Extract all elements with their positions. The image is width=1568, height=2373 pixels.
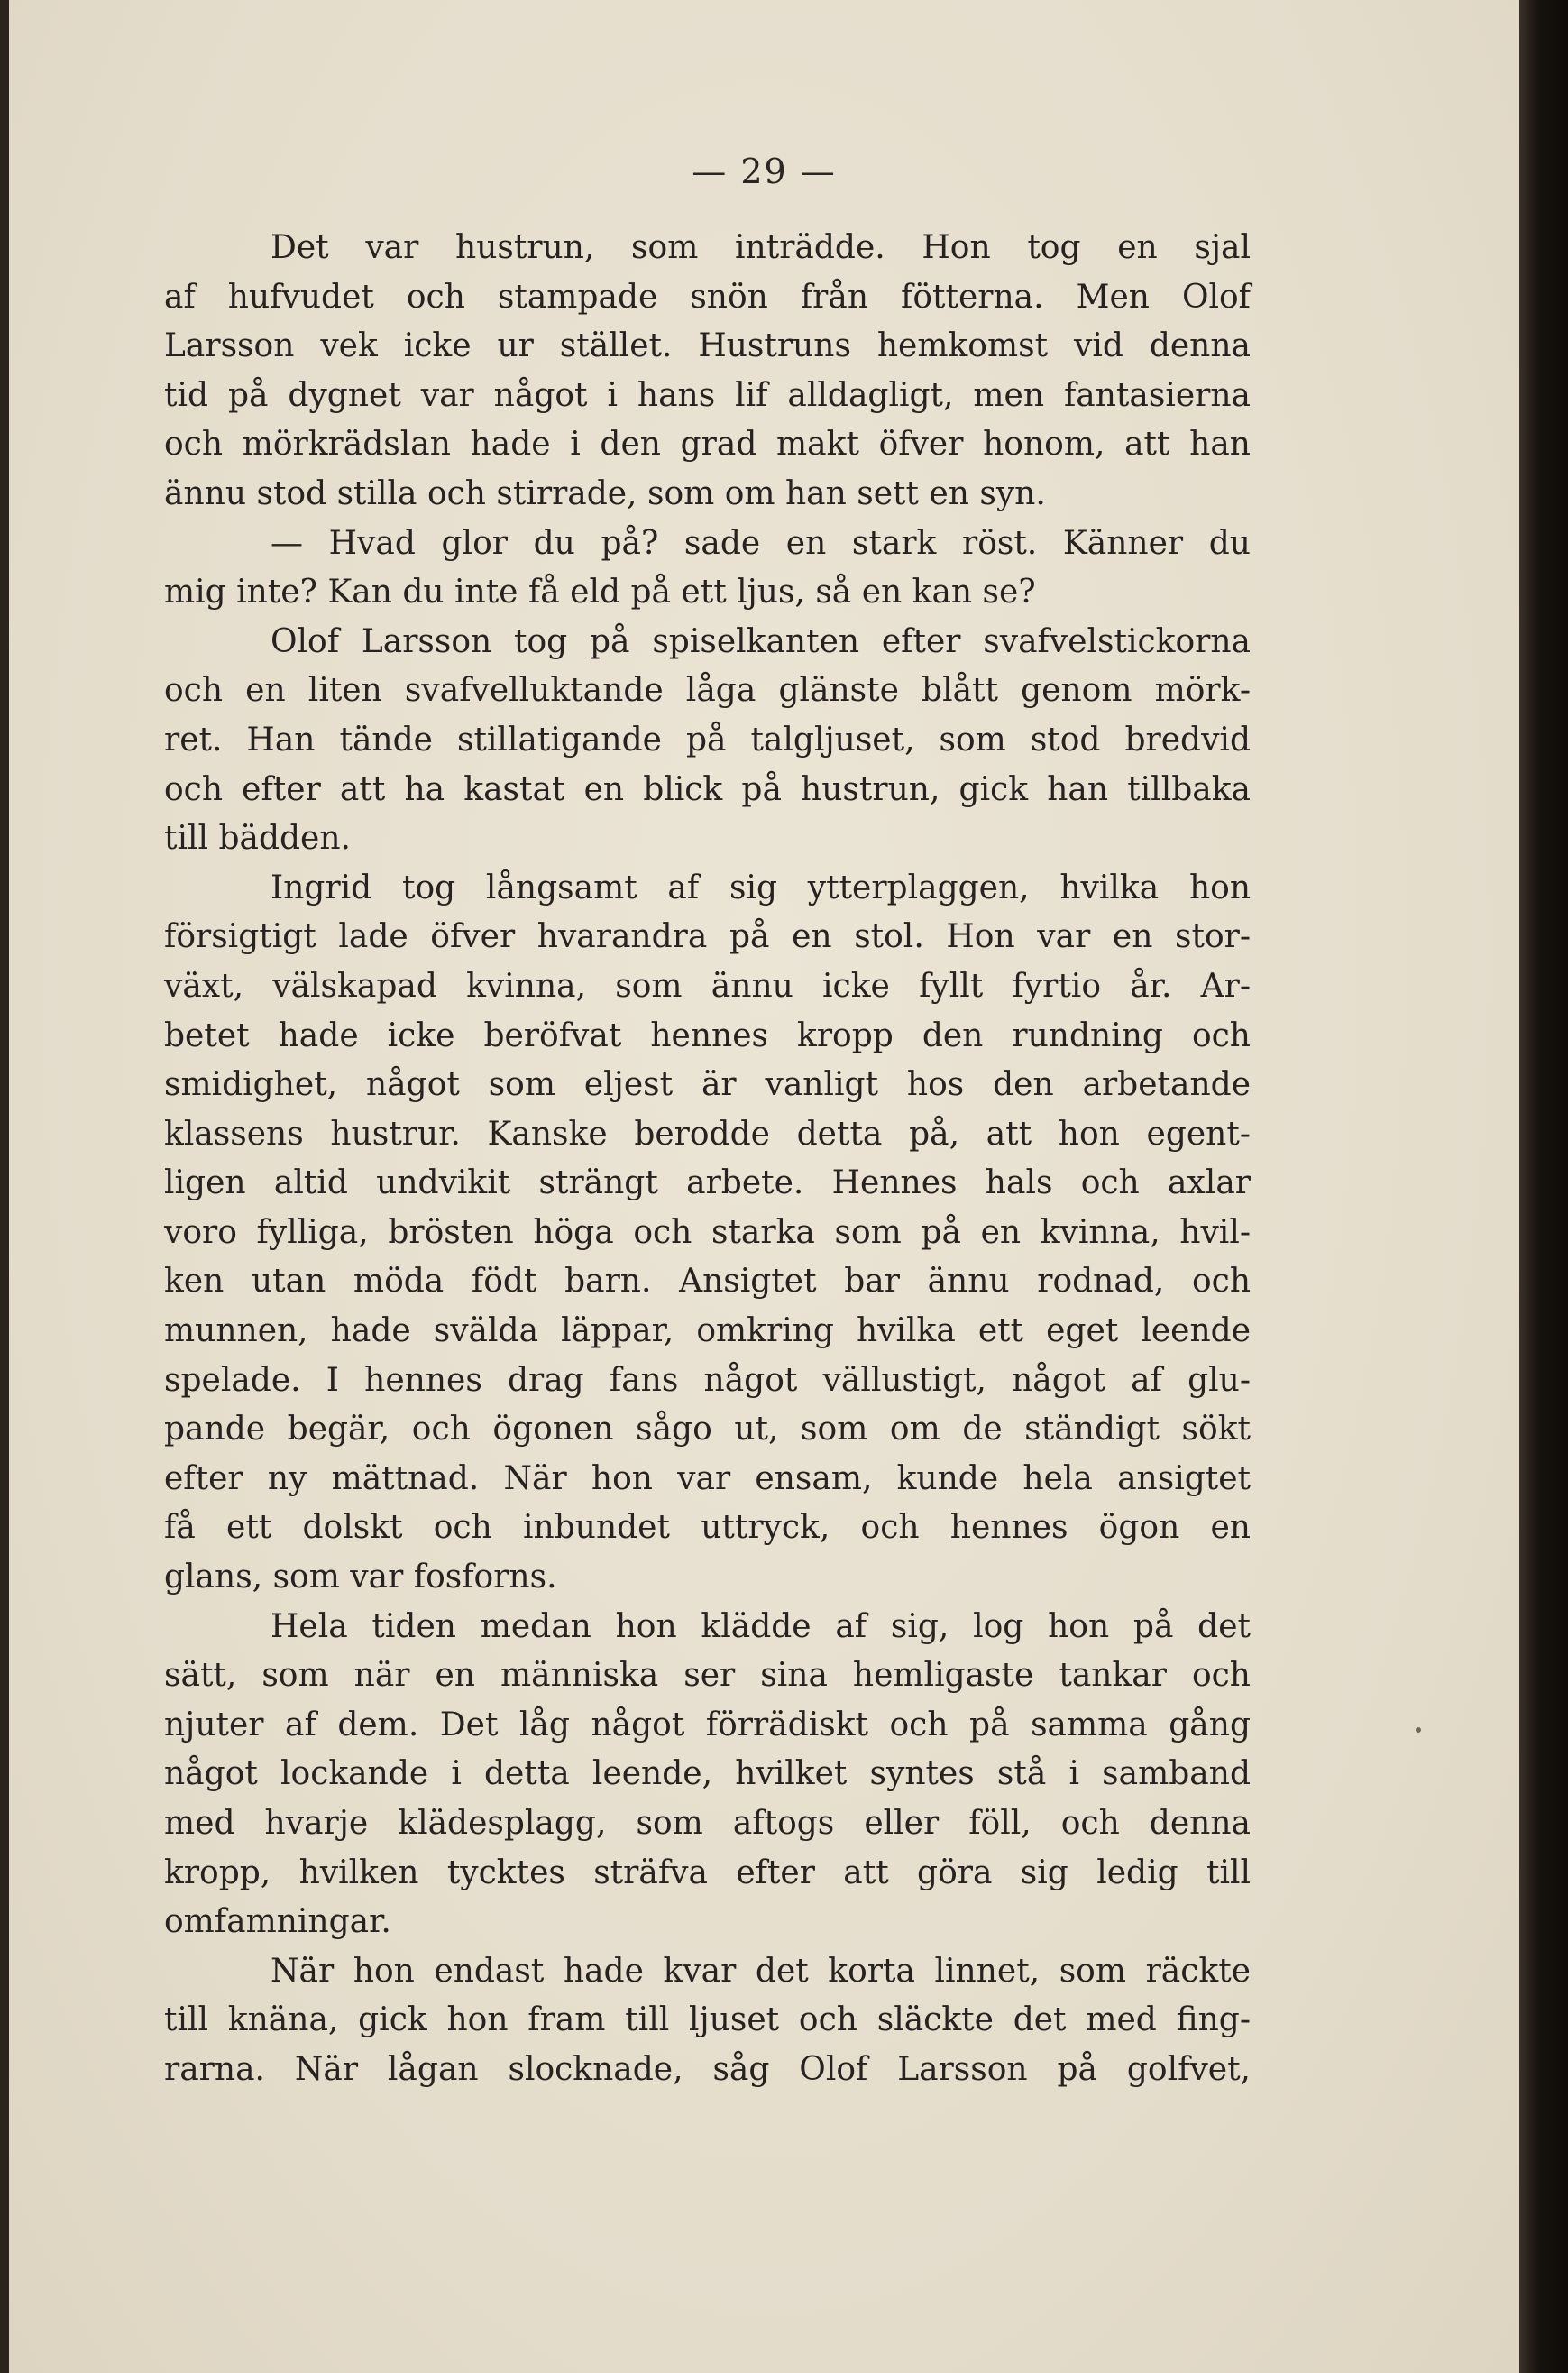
text-line: få ett dolskt och inbundet uttryck, och hennes ögon en — [164, 1509, 1251, 1547]
text-line: smidighet, något som eljest är vanligt hos den arbetande — [164, 1066, 1251, 1104]
text-line: betet hade icke beröfvat hennes kropp den rundning och — [164, 1016, 1251, 1054]
text-line: munnen, hade svälda läppar, omkring hvilka ett eget leende — [164, 1312, 1251, 1350]
text-line: voro fylliga, brösten höga och starka som på en kvinna, hvil- — [164, 1213, 1251, 1251]
text-line: kropp, hvilken tycktes sträfva efter att göra sig ledig till — [164, 1853, 1251, 1891]
text-line: Larsson vek icke ur stället. Hustruns hemkomst vid denna — [164, 327, 1251, 365]
text-line: spelade. I hennes drag fans något vällustigt, något af glu- — [164, 1361, 1251, 1399]
text-line: Olof Larsson tog på spiselkanten efter svafvelstickorna — [271, 622, 1251, 660]
text-line: glans, som var fosforns. — [164, 1559, 557, 1596]
text-line: ännu stod stilla och stirrade, som om han sett en syn. — [164, 474, 1046, 512]
paper-sheet — [9, 0, 1519, 2373]
text-line: Ingrid tog långsamt af sig ytterplaggen, hvilka hon — [271, 869, 1251, 906]
text-line: När hon endast hade kvar det korta linnet, som räckte — [271, 1952, 1251, 1990]
text-line: och efter att ha kastat en blick på hustrun, gick han tillbaka — [164, 770, 1251, 808]
text-line: njuter af dem. Det låg något förrädiskt och på samma gång — [164, 1706, 1251, 1743]
right-scan-edge — [1519, 0, 1568, 2373]
text-line: klassens hustrur. Kanske berodde detta på, att hon egent- — [164, 1115, 1251, 1153]
text-line: — Hvad glor du på? sade en stark röst. Känner du — [271, 524, 1251, 562]
text-line: ligen altid undvikit strängt arbete. Hennes hals och axlar — [164, 1164, 1251, 1202]
text-line: rarna. När lågan slocknade, såg Olof Larsson på golfvet, — [164, 2050, 1251, 2088]
text-line: och en liten svafvelluktande låga glänste blått genom mörk- — [164, 672, 1251, 710]
text-line: till knäna, gick hon fram till ljuset och släckte det med fing- — [164, 2001, 1251, 2039]
page-number: — 29 — — [692, 152, 837, 191]
text-line: pande begär, och ögonen sågo ut, som om de ständigt sökt — [164, 1411, 1251, 1449]
text-line: Hela tiden medan hon klädde af sig, log hon på det — [271, 1607, 1251, 1645]
text-line: efter ny mättnad. När hon var ensam, kunde hela ansigtet — [164, 1459, 1251, 1497]
text-line: mig inte? Kan du inte få eld på ett ljus, så en kan se? — [164, 574, 1036, 612]
body-text — [164, 224, 1251, 2095]
text-line: af hufvudet och stampade snön från fötterna. Men Olof — [164, 278, 1251, 316]
text-line: försigtigt lade öfver hvarandra på en stol. Hon var en stor- — [164, 918, 1251, 956]
text-line: något lockande i detta leende, hvilket syntes stå i samband — [164, 1755, 1251, 1793]
text-line: med hvarje klädesplagg, som aftogs eller föll, och denna — [164, 1805, 1251, 1842]
text-line: och mörkrädslan hade i den grad makt öfver honom, att han — [164, 426, 1251, 464]
left-binding-edge — [0, 0, 9, 2373]
text-line: tid på dygnet var något i hans lif alldagligt, men fantasierna — [164, 376, 1251, 414]
text-line: ken utan möda födt barn. Ansigtet bar ännu rodnad, och — [164, 1263, 1251, 1301]
text-line: omfamningar. — [164, 1903, 391, 1941]
text-line: växt, välskapad kvinna, som ännu icke fyllt fyrtio år. Ar- — [164, 967, 1251, 1005]
text-line: Det var hustrun, som inträdde. Hon tog en sjal — [271, 229, 1251, 266]
text-line: sätt, som när en människa ser sina hemligaste tankar och — [164, 1657, 1251, 1695]
text-line: ret. Han tände stillatigande på talgljuset, som stod bredvid — [164, 721, 1251, 759]
text-line: till bädden. — [164, 820, 351, 858]
paper-speck — [1416, 1727, 1421, 1733]
